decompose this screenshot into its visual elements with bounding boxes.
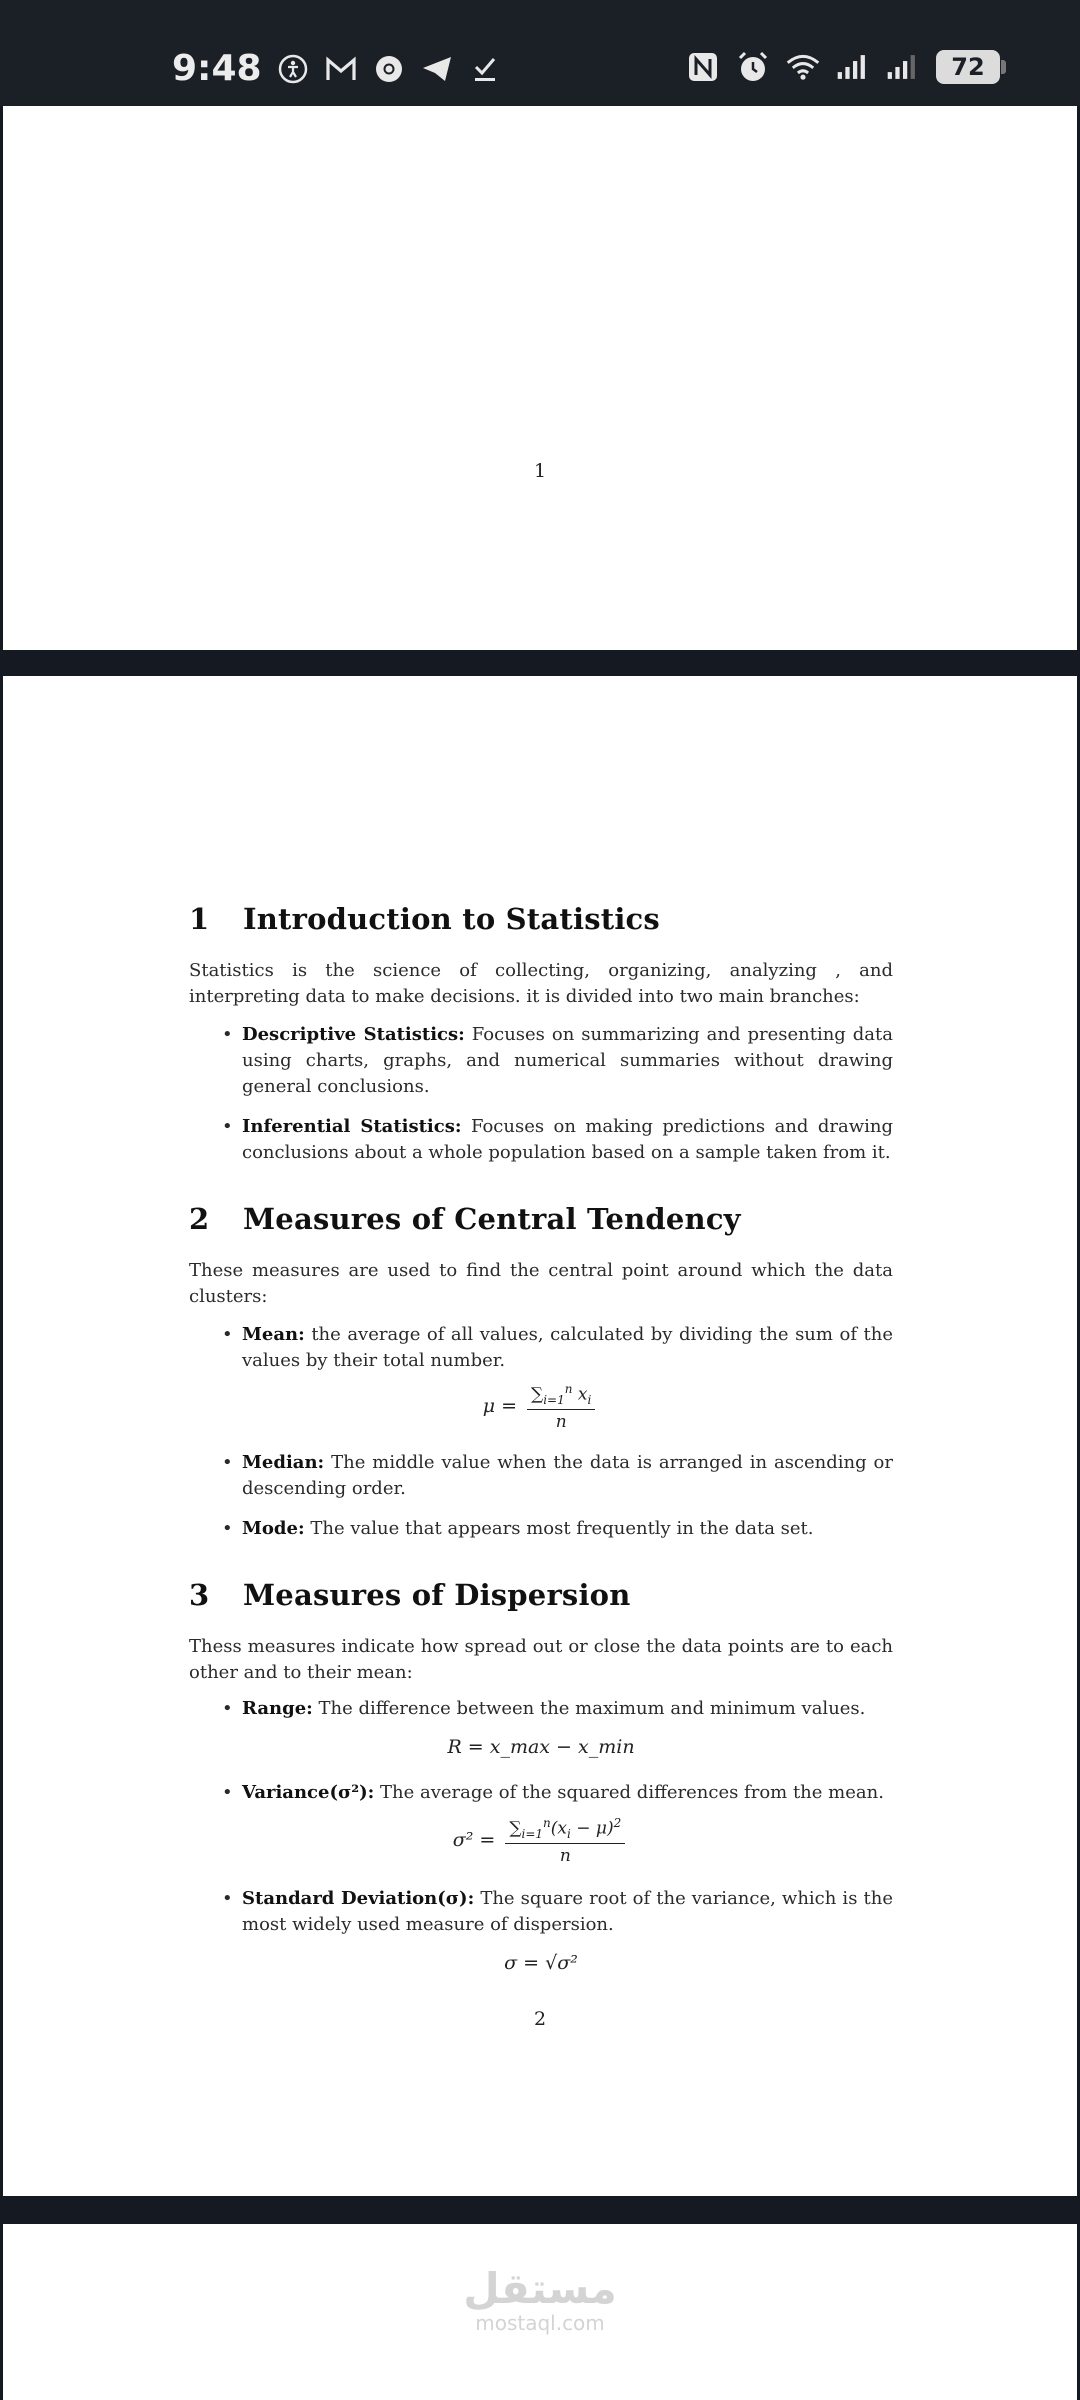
bullet-dot: • — [222, 1116, 233, 1137]
bullet-dot: • — [222, 1024, 233, 1045]
equation-lhs: σ² = — [452, 1829, 496, 1852]
definition: The middle value when the data is arranged in ascending or descending order. — [242, 1452, 893, 1499]
range-equation: R = x_max − x_min — [447, 1736, 635, 1758]
term: Mode: — [242, 1518, 305, 1539]
nfc-icon — [686, 50, 720, 84]
term: Range: — [242, 1698, 313, 1719]
section-intro: These measures are used to find the central point around which the data clusters: — [189, 1260, 893, 1307]
term: Descriptive Statistics: — [242, 1024, 465, 1045]
watermark-latin: mostaql.com — [475, 2311, 605, 2335]
list-item — [224, 1322, 893, 1374]
signal-icon-sim2 — [886, 50, 920, 84]
definition: The difference between the maximum and minimum values. — [318, 1698, 866, 1719]
bullet-dot: • — [222, 1698, 233, 1719]
accessibility-icon — [276, 52, 310, 86]
bullet-dot: • — [222, 1888, 233, 1909]
pdf-page-3[interactable] — [3, 2224, 1077, 2400]
section-title: Measures of Dispersion — [243, 1578, 631, 1612]
download-done-icon — [468, 52, 502, 86]
system-icons — [686, 50, 1000, 84]
definition: Focuses on summarizing and presenting data using charts, graphs, and numerical summaries without drawing general conclusions. — [242, 1024, 893, 1097]
section-heading-3 — [189, 1578, 631, 1612]
watermark-logo — [3, 2266, 1077, 2334]
section-intro: Statistics is the science of collecting, organizing, analyzing , and interpreting data to make decisions. it is divided into two main branches: — [189, 960, 893, 1007]
list-item — [224, 1780, 893, 1806]
term: Inferential Statistics: — [242, 1116, 462, 1137]
definition: Focuses on making predictions and drawing conclusions about a whole population based on a sample taken from it. — [242, 1116, 893, 1163]
term: Median: — [242, 1452, 325, 1473]
fraction: $\frac{\sum_{i=1}^n x_i}{n}$ — [527, 1382, 595, 1432]
section-heading-1 — [189, 902, 660, 936]
signal-icon-sim1 — [836, 50, 870, 84]
battery-indicator: 72 — [936, 50, 1000, 84]
fraction: $\frac{\sum_{i=1}^n(x_i - \mu)^2}{n}$ — [505, 1816, 625, 1866]
section-title: Measures of Central Tendency — [243, 1202, 741, 1236]
bullet-dot: • — [222, 1518, 233, 1539]
list-item — [224, 1886, 893, 1938]
list-item — [224, 1696, 893, 1722]
mean-equation — [189, 1382, 893, 1432]
chrome-icon — [372, 52, 406, 86]
bullet-dot: • — [222, 1452, 233, 1473]
bullet-dot: • — [222, 1782, 233, 1803]
section-heading-2 — [189, 1202, 741, 1236]
list-item — [224, 1450, 893, 1502]
term: Standard Deviation(σ): — [242, 1888, 475, 1909]
section-number: 2 — [189, 1202, 210, 1236]
gmail-icon — [324, 52, 358, 86]
section-number: 3 — [189, 1578, 210, 1612]
notification-icons — [276, 52, 502, 86]
definition: The average of the squared differences from the mean. — [380, 1782, 884, 1803]
list-item — [224, 1114, 893, 1166]
status-bar — [0, 0, 1080, 106]
status-time: 9:48 — [172, 48, 262, 89]
equation-lhs: μ = — [482, 1395, 517, 1418]
list-item — [224, 1516, 893, 1542]
definition: the average of all values, calculated by dividing the sum of the values by their total number. — [242, 1324, 893, 1371]
std-equation: σ = √σ² — [504, 1952, 578, 1974]
wifi-icon — [786, 50, 820, 84]
pdf-page-1[interactable] — [3, 106, 1077, 650]
telegram-icon — [420, 52, 454, 86]
section-number: 1 — [189, 902, 210, 936]
definition: The square root of the variance, which is the most widely used measure of dispersion. — [242, 1888, 893, 1935]
section-intro: Thess measures indicate how spread out or close the data points are to each other and to their mean: — [189, 1636, 893, 1683]
bullet-dot: • — [222, 1324, 233, 1345]
page-number: 2 — [533, 2008, 547, 2030]
term: Variance(σ²): — [242, 1782, 375, 1803]
alarm-icon — [736, 50, 770, 84]
variance-equation — [189, 1816, 893, 1866]
term: Mean: — [242, 1324, 305, 1345]
section-title: Introduction to Statistics — [243, 902, 660, 936]
page-number: 1 — [533, 460, 547, 482]
list-item — [224, 1022, 893, 1100]
pdf-page-2[interactable] — [3, 676, 1077, 2196]
watermark-arabic: مستقل — [463, 2264, 617, 2313]
page-content — [189, 676, 893, 2196]
definition: The value that appears most frequently in the data set. — [310, 1518, 814, 1539]
